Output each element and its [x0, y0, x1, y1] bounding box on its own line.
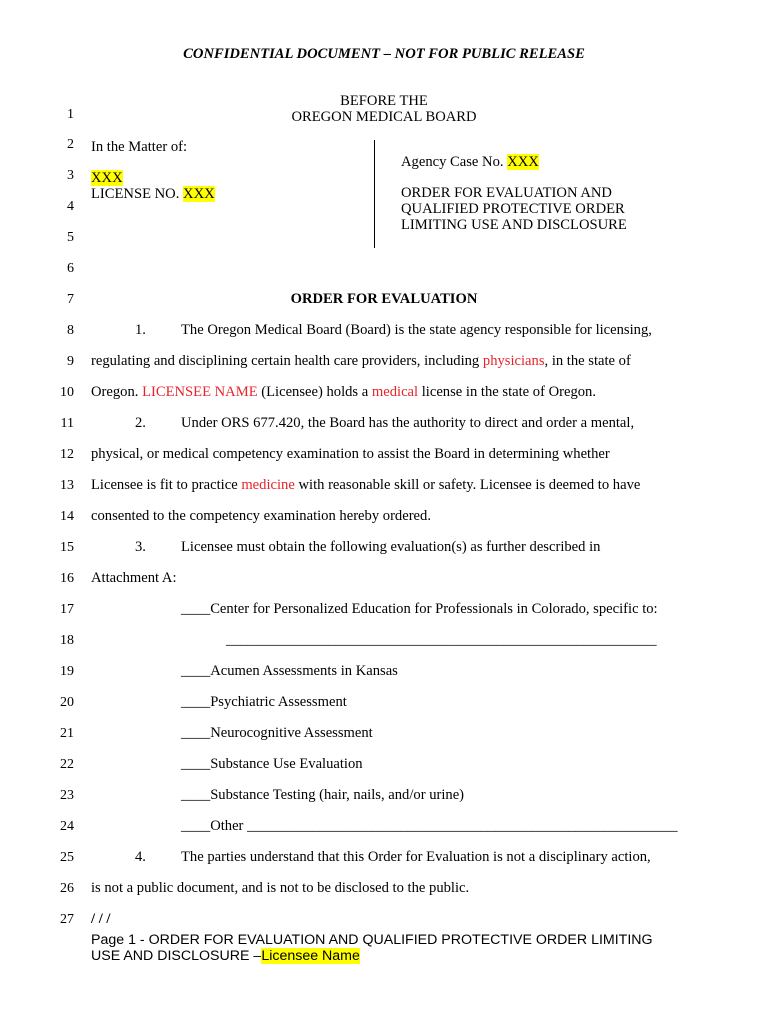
- continuation-slashes: / / /: [91, 911, 111, 927]
- line-number: 13: [60, 478, 74, 493]
- license-placeholder: XXX: [183, 186, 215, 202]
- agency-case-number: [401, 154, 539, 171]
- text-run: regulating and disciplining certain health care providers, including: [91, 353, 483, 369]
- line-number: 20: [60, 695, 74, 710]
- text-run: (Licensee) holds a: [257, 384, 372, 400]
- para2-line4: consented to the competency examination hereby ordered.: [91, 508, 431, 524]
- order-title-line3: LIMITING USE AND DISCLOSURE: [401, 217, 627, 233]
- section-title: ORDER FOR EVALUATION: [290, 291, 478, 307]
- text-run: Licensee is fit to practice: [91, 477, 242, 493]
- line-number: 19: [60, 664, 74, 679]
- red-text: medical: [371, 384, 419, 400]
- para3-number: 3.: [135, 539, 146, 555]
- line-number: 4: [67, 199, 74, 214]
- order-title-line2: QUALIFIED PROTECTIVE ORDER: [401, 201, 625, 217]
- case-placeholder: XXX: [507, 154, 539, 170]
- line-number: 1: [67, 107, 74, 122]
- license-number: [91, 186, 215, 203]
- para2-number: 2.: [135, 415, 146, 431]
- text-run: Oregon.: [91, 384, 143, 400]
- option-cpep[interactable]: ____Center for Personalized Education for Professionals in Colorado, specific to:: [181, 601, 658, 617]
- in-the-matter-label: In the Matter of:: [91, 139, 188, 155]
- line-number: 3: [67, 168, 74, 183]
- option-psychiatric[interactable]: ____Psychiatric Assessment: [181, 694, 347, 710]
- para3-line2: Attachment A:: [91, 570, 177, 586]
- line-number: 14: [60, 509, 74, 524]
- line-number: 26: [60, 881, 74, 896]
- line-number: 2: [67, 137, 74, 152]
- para1-line1: The Oregon Medical Board (Board) is the state agency responsible for licensing,: [181, 322, 652, 338]
- confidential-banner: CONFIDENTIAL DOCUMENT – NOT FOR PUBLIC RELEASE: [183, 46, 585, 62]
- line-number: 8: [67, 323, 74, 338]
- para1-line3: [91, 384, 596, 401]
- line-number: 17: [60, 602, 74, 617]
- heading-board: OREGON MEDICAL BOARD: [291, 109, 477, 125]
- footer-line2: [91, 948, 653, 964]
- line-number: 27: [60, 912, 74, 927]
- para1-line2: [91, 353, 631, 370]
- text-run: license in the state of Oregon.: [418, 384, 596, 400]
- option-acumen[interactable]: ____Acumen Assessments in Kansas: [181, 663, 398, 679]
- page-footer: [91, 932, 653, 964]
- highlight-placeholder: XXX: [91, 170, 123, 186]
- line-number: 6: [67, 261, 74, 276]
- heading-before: BEFORE THE: [340, 93, 428, 109]
- option-cpep-blank[interactable]: ___________________________________________________________: [226, 632, 657, 648]
- line-number: 16: [60, 571, 74, 586]
- red-text: medicine: [241, 477, 295, 493]
- para1-number: 1.: [135, 322, 146, 338]
- case-label: Agency Case No.: [401, 154, 508, 170]
- line-number: 22: [60, 757, 74, 772]
- line-number: 18: [60, 633, 74, 648]
- line-number: 23: [60, 788, 74, 803]
- line-number: 7: [67, 292, 74, 307]
- caption-divider: [374, 140, 375, 248]
- para4-line1: The parties understand that this Order for Evaluation is not a disciplinary action,: [181, 849, 651, 865]
- line-number: 15: [60, 540, 74, 555]
- para2-line2: physical, or medical competency examination to assist the Board in determining whether: [91, 446, 610, 462]
- line-number: 10: [60, 385, 74, 400]
- red-text: LICENSEE NAME: [142, 384, 258, 400]
- line-number: 11: [60, 416, 74, 431]
- para2-line1: Under ORS 677.420, the Board has the authority to direct and order a mental,: [181, 415, 635, 431]
- text-run: , in the state of: [544, 353, 631, 369]
- option-substance-testing[interactable]: ____Substance Testing (hair, nails, and/or urine): [181, 787, 465, 803]
- para3-line1: Licensee must obtain the following evaluation(s) as further described in: [181, 539, 601, 555]
- para4-line2: is not a public document, and is not to be disclosed to the public.: [91, 880, 470, 896]
- line-number: 9: [67, 354, 74, 369]
- footer-licensee-name: Licensee Name: [261, 948, 360, 964]
- para4-number: 4.: [135, 849, 146, 865]
- footer-text: USE AND DISCLOSURE –: [91, 948, 262, 964]
- option-other[interactable]: ____Other ___________________________________________________________: [181, 818, 678, 834]
- option-substance-use[interactable]: ____Substance Use Evaluation: [181, 756, 363, 772]
- licensee-name-placeholder: [91, 170, 123, 187]
- line-number: 24: [60, 819, 74, 834]
- para2-line3: [91, 477, 640, 494]
- option-neurocognitive[interactable]: ____Neurocognitive Assessment: [181, 725, 373, 741]
- license-label: LICENSE NO.: [91, 186, 184, 202]
- line-number: 5: [67, 230, 74, 245]
- footer-line1: Page 1 - ORDER FOR EVALUATION AND QUALIFIED PROTECTIVE ORDER LIMITING: [91, 932, 653, 948]
- text-run: with reasonable skill or safety. Licensee is deemed to have: [294, 477, 641, 493]
- line-number: 21: [60, 726, 74, 741]
- line-number: 25: [60, 850, 74, 865]
- line-number: 12: [60, 447, 74, 462]
- red-text: physicians: [482, 353, 545, 369]
- order-title-line1: ORDER FOR EVALUATION AND: [401, 185, 612, 201]
